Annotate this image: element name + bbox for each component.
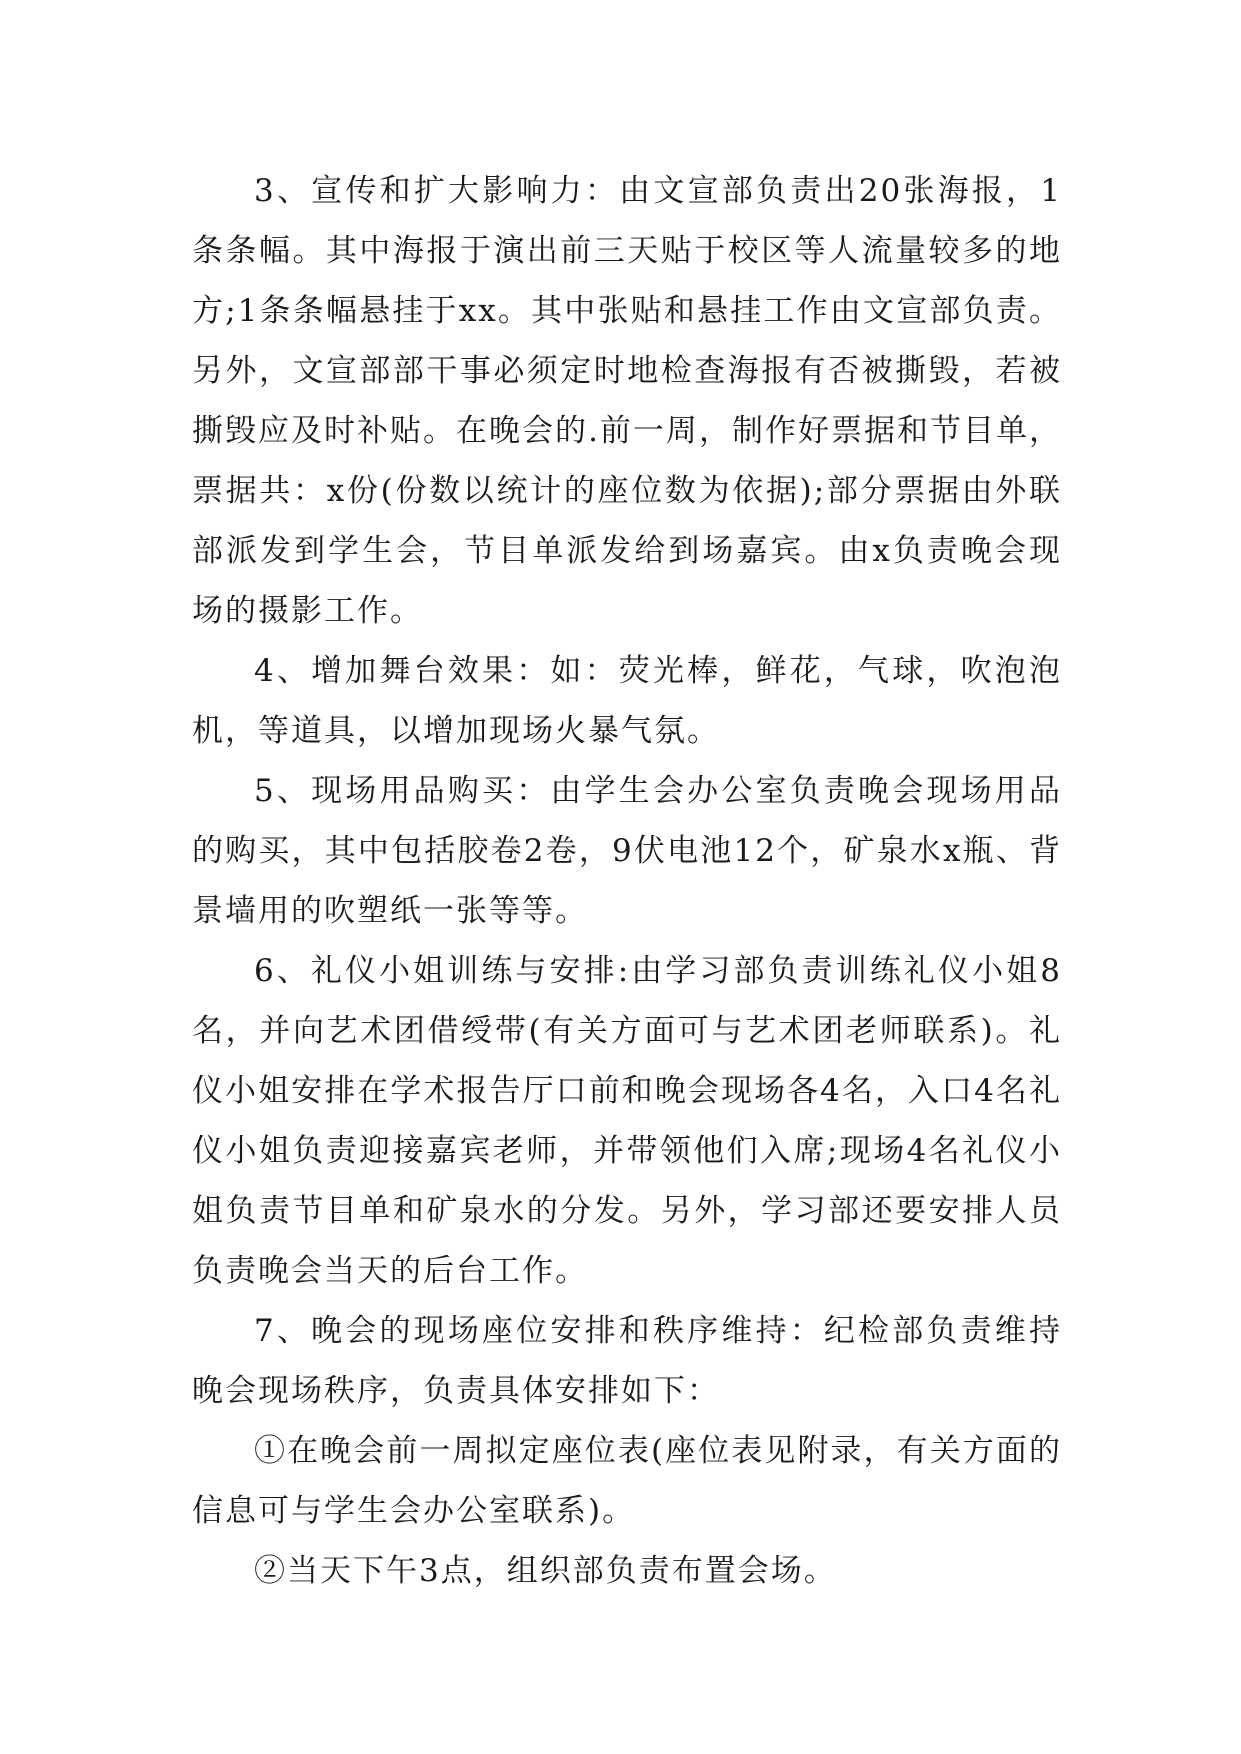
paragraph-etiquette-staff: 6、礼仪小姐训练与安排:由学习部负责训练礼仪小姐8名，并向艺术团借绶带(有关方面可与艺术团老师联系)。礼仪小姐安排在学术报告厅口前和晚会现场各4名，入口4名礼仪小姐负责迎接嘉宾老师，并带领他们入席;现场4名礼仪小姐负责节目单和矿泉水的分发。另外，学习部还要安排人员负责晚会当天的后台工作。 — [192, 953, 1062, 1289]
paragraph-stage-effects: 4、增加舞台效果：如：荧光棒，鲜花，气球，吹泡泡机，等道具，以增加现场火暴气氛。 — [192, 653, 1062, 749]
paragraph-seating-chart: ①在晚会前一周拟定座位表(座位表见附录，有关方面的信息可与学生会办公室联系)。 — [192, 1433, 1062, 1529]
paragraph-supplies-purchase: 5、现场用品购买：由学生会办公室负责晚会现场用品的购买，其中包括胶卷2卷，9伏电池12个，矿泉水x瓶、背景墙用的吹塑纸一张等等。 — [192, 773, 1062, 929]
document-body — [192, 161, 1062, 1601]
paragraph-publicity: 3、宣传和扩大影响力：由文宣部负责出20张海报，1条条幅。其中海报于演出前三天贴于校区等人流量较多的地方;1条条幅悬挂于xx。其中张贴和悬挂工作由文宣部负责。另外，文宣部部干事必须定时地检查海报有否被撕毁，若被撕毁应及时补贴。在晚会的.前一周，制作好票据和节目单，票据共：x份(份数以统计的座位数为依据);部分票据由外联部派发到学生会，节目单派发给到场嘉宾。由x负责晚会现场的摄影工作。 — [192, 173, 1062, 629]
paragraph-seating-order: 7、晚会的现场座位安排和秩序维持：纪检部负责维持晚会现场秩序，负责具体安排如下： — [192, 1313, 1062, 1409]
paragraph-venue-setup: ②当天下午3点，组织部负责布置会场。 — [254, 1553, 837, 1589]
